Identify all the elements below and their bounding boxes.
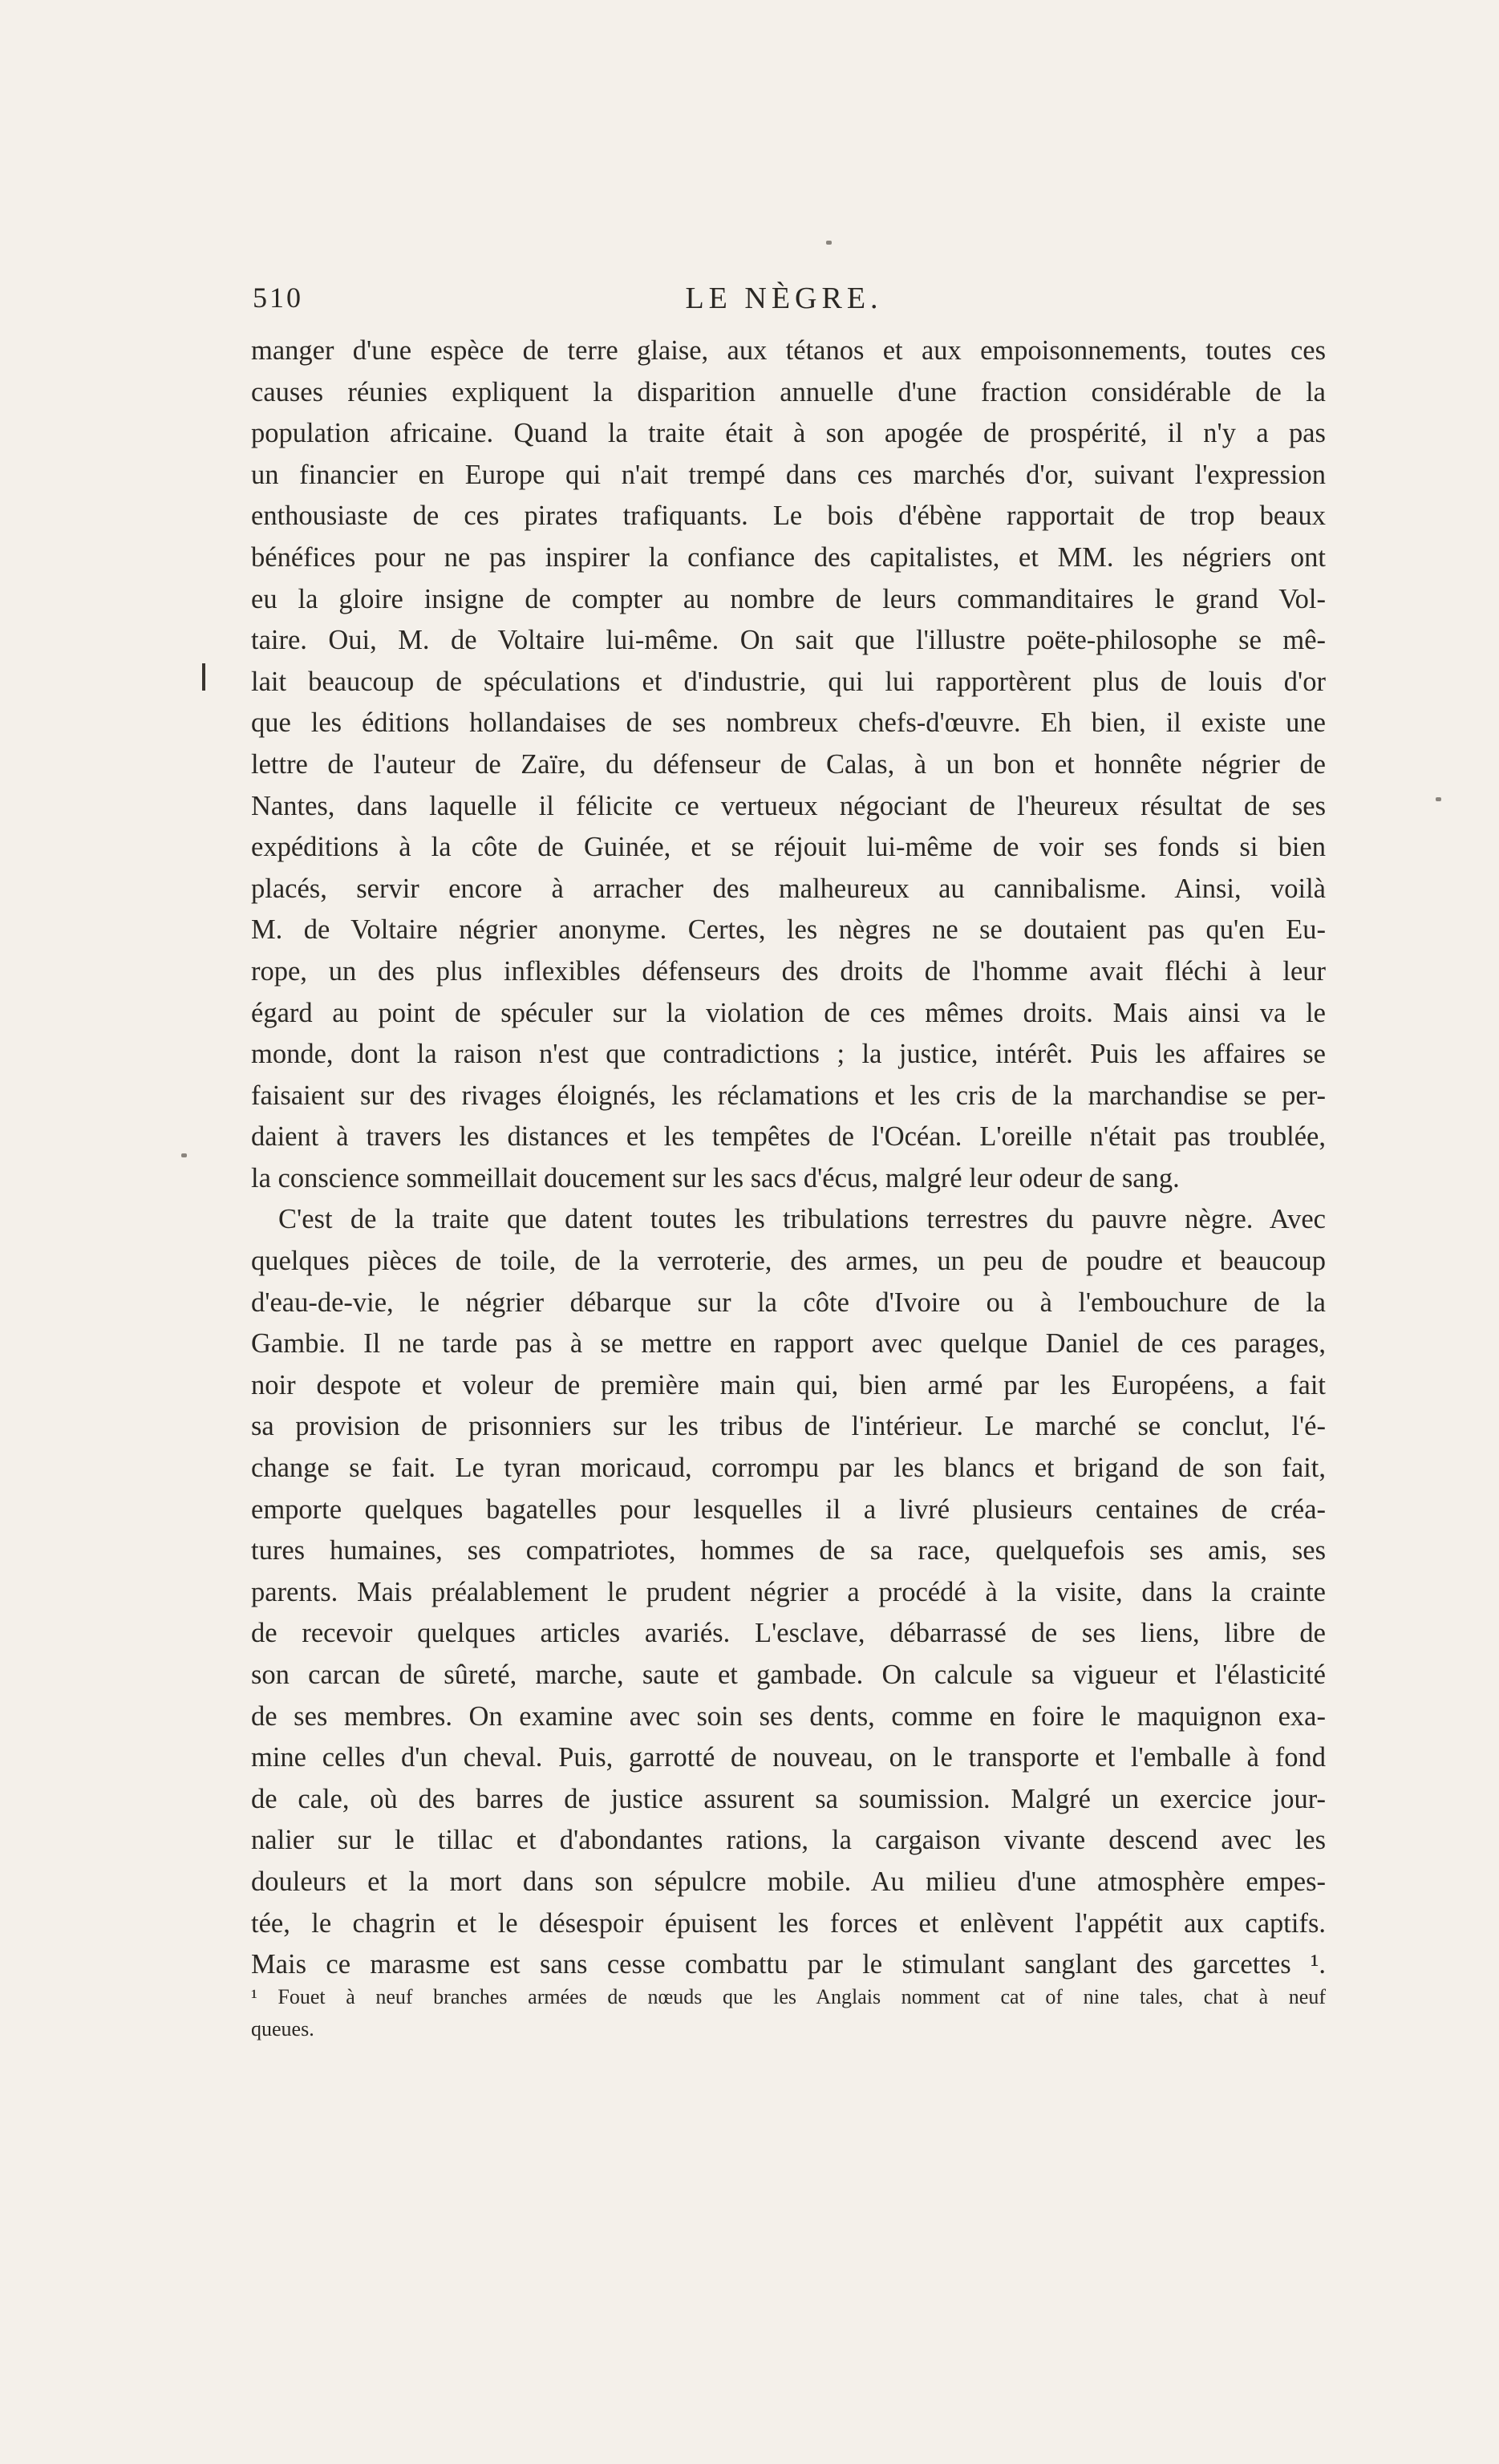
page-number: 510 xyxy=(253,282,303,314)
footnote-line: queues. xyxy=(251,2017,314,2040)
text-line: causes réunies expliquent la disparition annuelle d'une fraction considérable de la xyxy=(251,376,1326,407)
text-line: son carcan de sûreté, marche, saute et gambade. On calcule sa vigueur et l'élasticité xyxy=(251,1660,1326,1690)
body-text xyxy=(251,330,1326,1986)
text-line: lait beaucoup de spéculations et d'industrie, qui lui rapportèrent plus de louis d'or xyxy=(251,666,1326,697)
text-line: un financier en Europe qui n'ait trempé dans ces marchés d'or, suivant l'expression xyxy=(251,459,1326,490)
margin-dot xyxy=(1436,797,1441,801)
text-line: Gambie. Il ne tarde pas à se mettre en rapport avec quelque Daniel de ces parages, xyxy=(251,1328,1326,1360)
text-line: monde, dont la raison n'est que contradictions ; la justice, intérêt. Puis les affaires se xyxy=(251,1039,1326,1070)
text-line: de cale, où des barres de justice assurent sa soumission. Malgré un exercice jour- xyxy=(251,1783,1326,1814)
text-line: change se fait. Le tyran moricaud, corrompu par les blancs et brigand de son fait, xyxy=(251,1453,1326,1484)
text-line: taire. Oui, M. de Voltaire lui-même. On sait que l'illustre poëte-philosophe se mê- xyxy=(251,625,1326,656)
text-line: douleurs et la mort dans son sépulcre mobile. Au milieu d'une atmosphère empes- xyxy=(251,1866,1326,1897)
margin-mark xyxy=(202,663,205,691)
text-line: bénéfices pour ne pas inspirer la confiance des capitalistes, et MM. les négriers ont xyxy=(251,541,1326,573)
running-title: LE NÈGRE. xyxy=(685,282,883,315)
text-line: noir despote et voleur de première main qui, bien armé par les Européens, a fait xyxy=(251,1369,1326,1400)
text-line: tée, le chagrin et le désespoir épuisent les forces et enlèvent l'appétit aux captifs. xyxy=(251,1907,1326,1939)
text-line: parents. Mais préalablement le prudent négrier a procédé à la visite, dans la crainte xyxy=(251,1576,1326,1607)
text-line: de recevoir quelques articles avariés. L'esclave, débarrassé de ses liens, libre de xyxy=(251,1618,1326,1649)
text-line: placés, servir encore à arracher des malheureux au cannibalisme. Ainsi, voilà xyxy=(251,873,1326,904)
text-line: de ses membres. On examine avec soin ses dents, comme en foire le maquignon exa- xyxy=(251,1700,1326,1732)
text-line: Nantes, dans laquelle il félicite ce vertueux négociant de l'heureux résultat de ses xyxy=(251,790,1326,821)
text-line: rope, un des plus inflexibles défenseurs des droits de l'homme avait fléchi à leur xyxy=(251,955,1326,987)
margin-dot xyxy=(181,1153,187,1157)
text-line: nalier sur le tillac et d'abondantes rations, la cargaison vivante descend avec les xyxy=(251,1825,1326,1856)
text-line: quelques pièces de toile, de la verroterie, des armes, un peu de poudre et beaucoup xyxy=(251,1246,1326,1277)
footnote xyxy=(251,1981,1326,2045)
text-line: M. de Voltaire négrier anonyme. Certes, les nègres ne se doutaient pas qu'en Eu- xyxy=(251,914,1326,946)
text-line: C'est de la traite que datent toutes les tribulations terrestres du pauvre nègre. Avec xyxy=(278,1204,1326,1235)
text-line: lettre de l'auteur de Zaïre, du défenseur de Calas, à un bon et honnête négrier de xyxy=(251,748,1326,780)
text-line: que les éditions hollandaises de ses nombreux chefs-d'œuvre. Eh bien, il existe une xyxy=(251,707,1326,739)
text-line: sa provision de prisonniers sur les tribus de l'intérieur. Le marché se conclut, l'é- xyxy=(251,1411,1326,1442)
text-line: Mais ce marasme est sans cesse combattu par le stimulant sanglant des garcettes ¹. xyxy=(251,1949,1326,1980)
text-line: mine celles d'un cheval. Puis, garrotté de nouveau, on le transporte et l'emballe à fond xyxy=(251,1742,1326,1773)
text-line: emporte quelques bagatelles pour lesquelles il a livré plusieurs centaines de créa- xyxy=(251,1493,1326,1525)
page-header xyxy=(253,281,1315,321)
margin-dot xyxy=(826,241,832,245)
text-line: enthousiaste de ces pirates trafiquants. Le bois d'ébène rapportait de trop beaux xyxy=(251,500,1326,532)
text-line: expéditions à la côte de Guinée, et se réjouit lui-même de voir ses fonds si bien xyxy=(251,832,1326,863)
text-line: la conscience sommeillait doucement sur les sacs d'écus, malgré leur odeur de sang. xyxy=(251,1162,1180,1194)
text-line: population africaine. Quand la traite était à son apogée de prospérité, il n'y a pas xyxy=(251,418,1326,449)
text-line: manger d'une espèce de terre glaise, aux tétanos et aux empoisonnements, toutes ces xyxy=(251,335,1326,366)
footnote-line: ¹ Fouet à neuf branches armées de nœuds que les Anglais nomment cat of nine tales, chat à neuf xyxy=(251,1985,1326,2008)
text-line: daient à travers les distances et les tempêtes de l'Océan. L'oreille n'était pas troublée, xyxy=(251,1121,1326,1153)
text-line: faisaient sur des rivages éloignés, les réclamations et les cris de la marchandise se per- xyxy=(251,1080,1326,1111)
text-line: eu la gloire insigne de compter au nombre de leurs commanditaires le grand Vol- xyxy=(251,583,1326,614)
text-line: tures humaines, ses compatriotes, hommes de sa race, quelquefois ses amis, ses xyxy=(251,1535,1326,1566)
text-line: d'eau-de-vie, le négrier débarque sur la côte d'Ivoire ou à l'embouchure de la xyxy=(251,1287,1326,1318)
text-line: égard au point de spéculer sur la violation de ces mêmes droits. Mais ainsi va le xyxy=(251,997,1326,1028)
